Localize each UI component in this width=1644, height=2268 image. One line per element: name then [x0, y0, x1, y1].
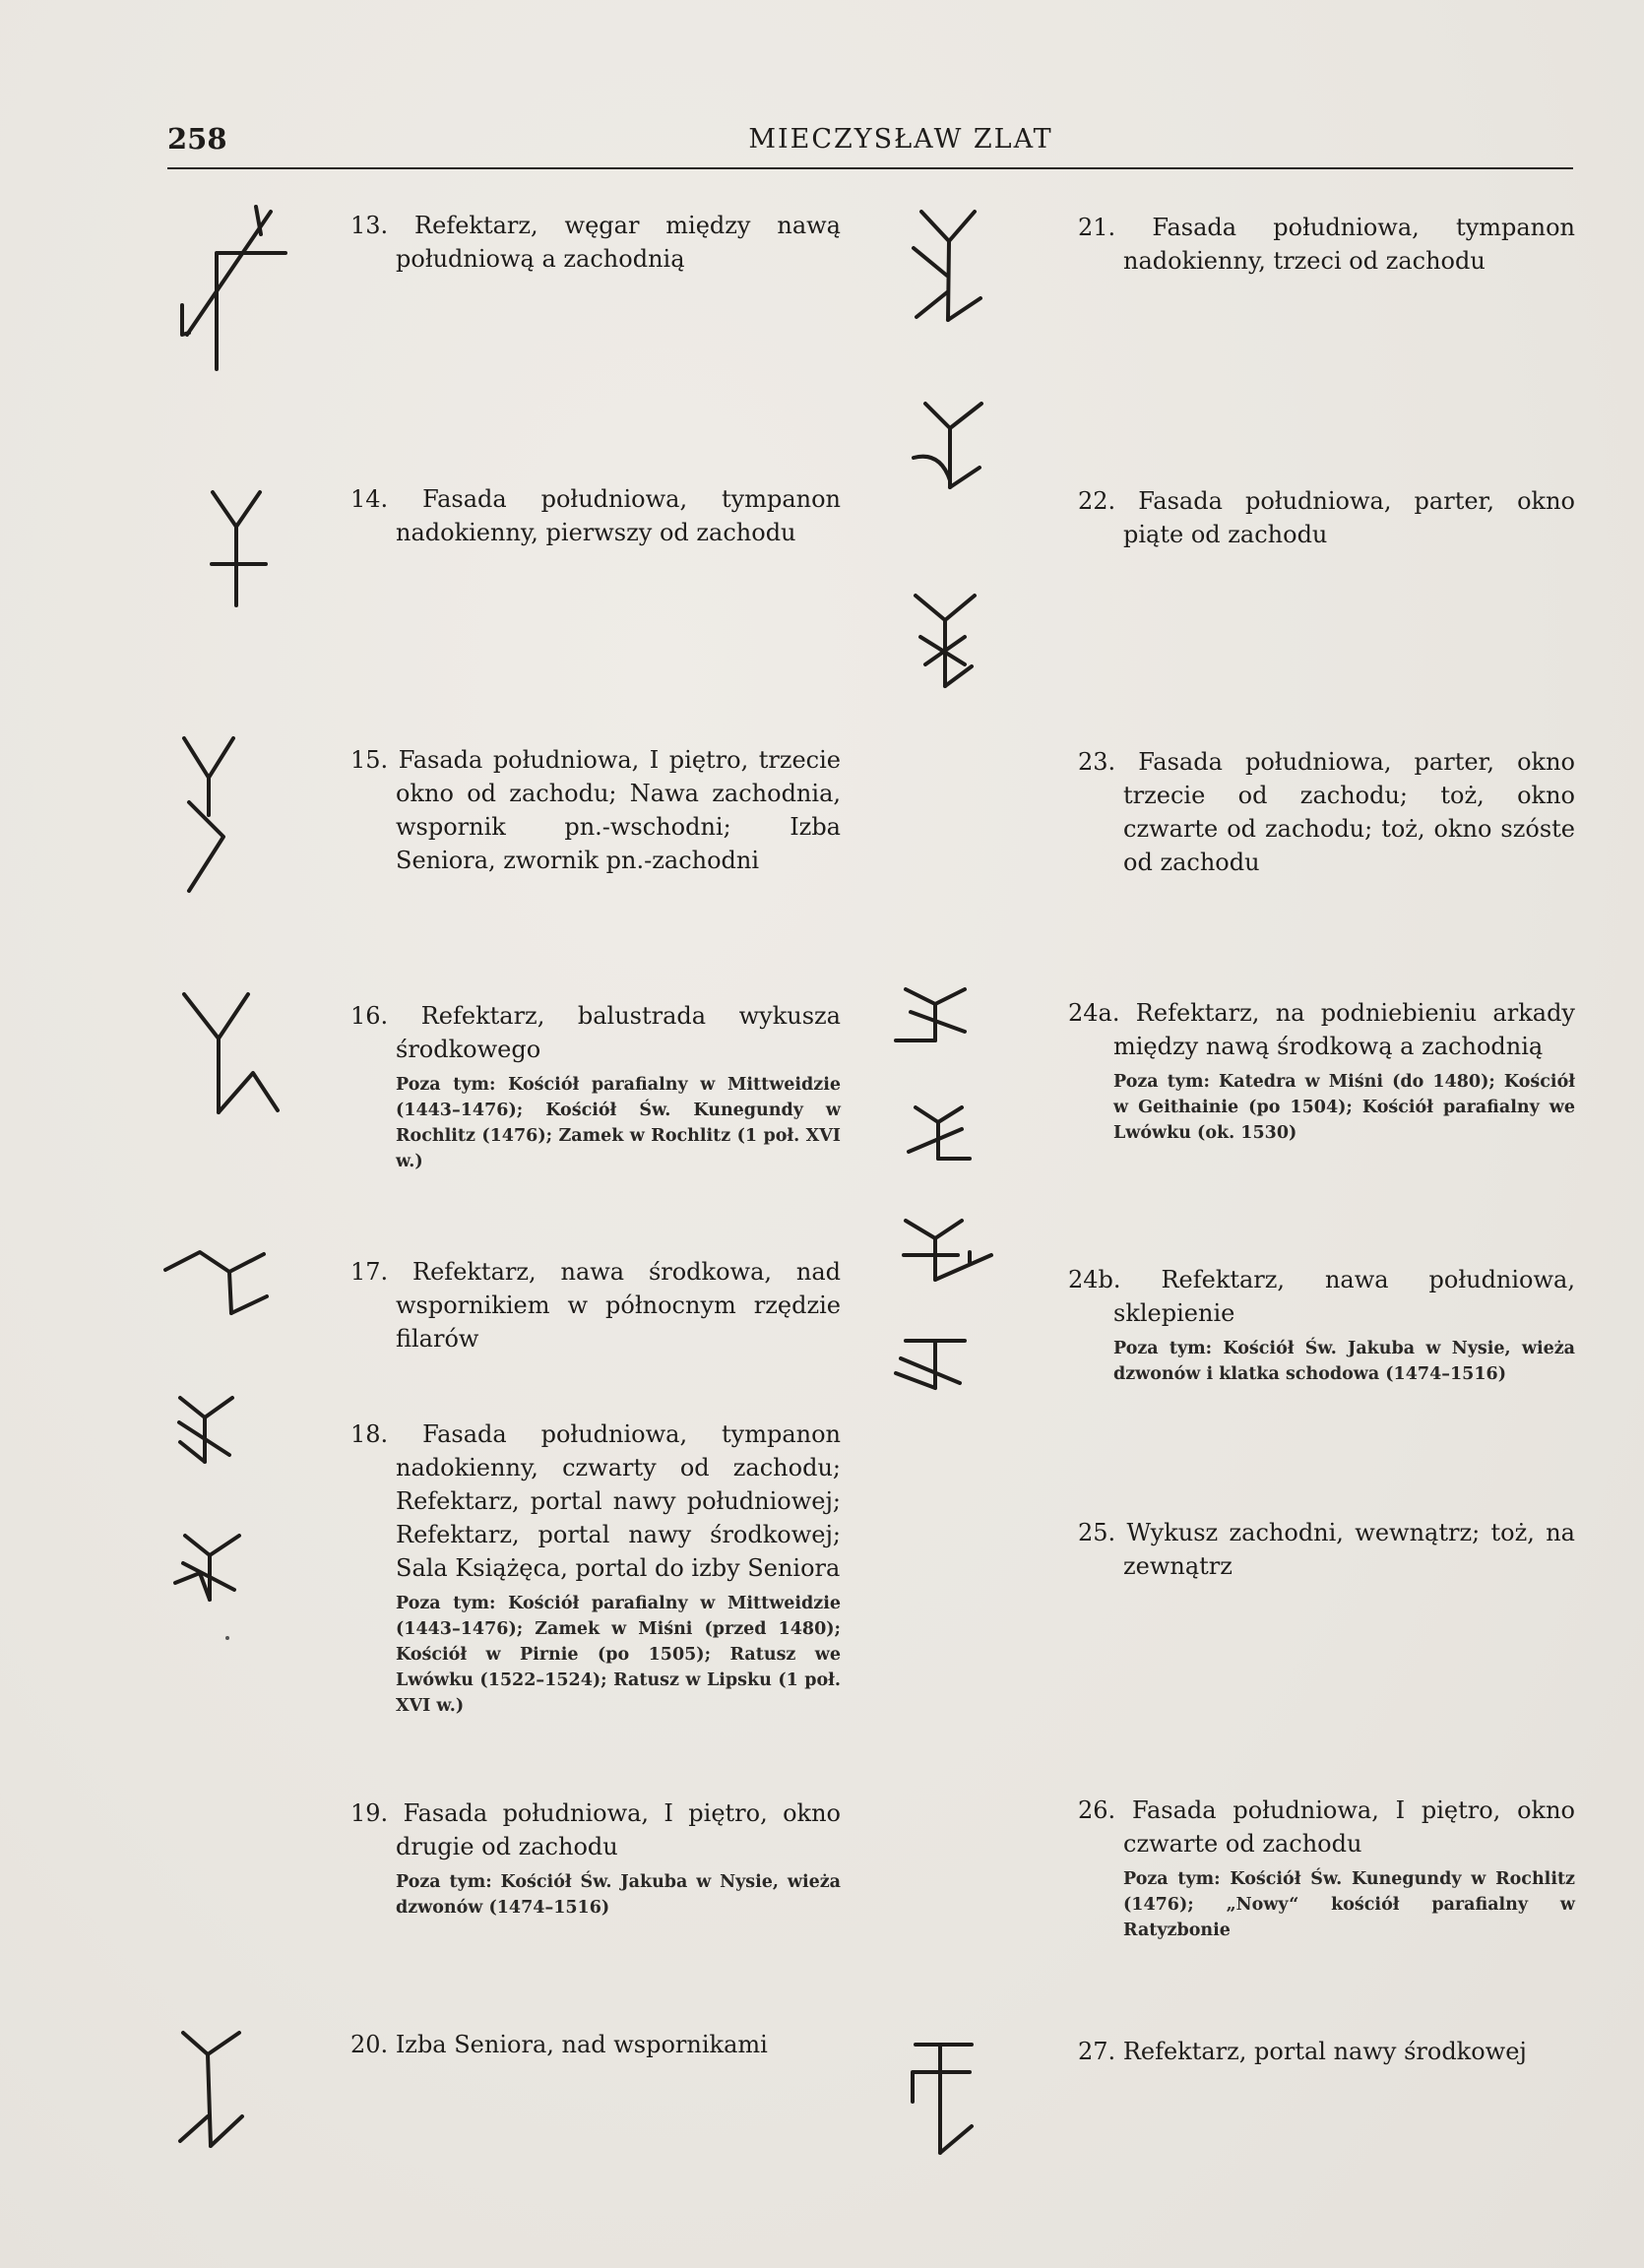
entry-text: Refektarz, na podniebieniu arkady między nawą środkową a zachodnią [1113, 999, 1575, 1060]
entry-text: Refektarz, węgar między nawą południową a zachodnią [396, 212, 841, 273]
entry-text: Fasada południowa, tympanon nadokienny, pierwszy od zachodu [396, 485, 841, 546]
entry-note: Poza tym: Katedra w Miśni (do 1480); Kościół w Geithainie (po 1504); Kościół parafialny we Lwówku (ok. 1530) [1113, 1072, 1575, 1143]
entry-number: 14. [350, 485, 389, 513]
entry-text: Fasada południowa, I piętro, okno drugie od zachodu [396, 1799, 841, 1860]
decorative-speck [225, 1636, 229, 1640]
mason-mark-14 [207, 492, 276, 610]
running-title: MIECZYSŁAW ZLAT [748, 124, 1053, 155]
entry-text: Refektarz, balustrada wykusza środkowego [396, 1002, 841, 1063]
entry-number: 17. [350, 1258, 389, 1286]
mason-mark-16 [179, 994, 287, 1117]
catalogue-entry [1068, 996, 1575, 1146]
mason-mark-23 [911, 596, 989, 694]
entry-text: Fasada południowa, I piętro, okno czwarte od zachodu [1123, 1796, 1575, 1858]
mason-mark-15 [179, 738, 248, 896]
entry-text: Fasada południowa, parter, okno trzecie od zachodu; toż, okno czwarte od zachodu; toż, okno szóste od zachodu [1123, 748, 1575, 876]
entry-number: 26. [1078, 1796, 1116, 1824]
entry-number: 19. [350, 1799, 389, 1827]
catalogue-entry [1078, 2035, 1575, 2068]
catalogue-entry [350, 209, 841, 276]
mason-mark-26 [896, 1339, 975, 1393]
entry-note: Poza tym: Kościół parafialny w Mittweidzie (1443–1476); Kościół Św. Kunegundy w Rochlitz (1476); Zamek w Rochlitz (1 poł. XVI w.) [396, 1075, 841, 1171]
catalogue-entry [350, 1255, 841, 1355]
catalogue-entry [350, 743, 841, 877]
entry-number: 24b. [1068, 1266, 1121, 1293]
catalogue-entry [1078, 1794, 1575, 1943]
entry-text: Refektarz, portal nawy środkowej [1122, 2038, 1527, 2065]
mason-mark-17 [165, 1252, 284, 1326]
mason-mark-24b [906, 1107, 984, 1166]
entry-note: Poza tym: Kościół Św. Jakuba w Nysie, wieża dzwonów (1474–1516) [396, 1872, 841, 1918]
page-number: 258 [167, 122, 227, 156]
entry-note: Poza tym: Kościół parafialny w Mittweidzie (1443–1476); Zamek w Miśni (przed 1480); Kościół w Pirnie (po 1505); Ratusz we Lwówku (1522–1524); Ratusz w Lipsku (1 poł. XVI w.) [396, 1594, 841, 1716]
catalogue-entry [1078, 745, 1575, 879]
entry-number: 13. [350, 212, 389, 239]
catalogue-entry [350, 482, 841, 549]
entry-text: Refektarz, nawa południowa, sklepienie [1113, 1266, 1575, 1327]
entry-text: Wykusz zachodni, wewnątrz; toż, na zewnątrz [1123, 1519, 1575, 1580]
entry-number: 20. [350, 2031, 389, 2058]
entry-number: 15. [350, 746, 389, 774]
header-rule [167, 167, 1573, 169]
mason-mark-19 [175, 1536, 254, 1605]
entry-text: Izba Seniora, nad wspornikami [395, 2031, 768, 2058]
mason-mark-21 [914, 212, 992, 330]
catalogue-entry [350, 1796, 841, 1921]
entry-number: 16. [350, 1002, 389, 1030]
entry-note: Poza tym: Kościół Św. Kunegundy w Rochlitz (1476); „Nowy“ kościół parafialny w Ratyzbonie [1123, 1869, 1575, 1940]
entry-text: Fasada południowa, parter, okno piąte od zachodu [1123, 487, 1575, 548]
entry-text: Fasada południowa, tympanon nadokienny, czwarty od zachodu; Refektarz, portal nawy południowej; Refektarz, portal nawy środkowej; Sala Książęca, portal do izby Seniora [396, 1420, 841, 1582]
catalogue-entry [1078, 484, 1575, 551]
catalogue-entry [1078, 1516, 1575, 1583]
mason-mark-18 [175, 1398, 244, 1467]
entry-number: 21. [1078, 214, 1116, 241]
mason-mark-22 [911, 404, 989, 492]
catalogue-entry [350, 2028, 841, 2061]
entry-text: Refektarz, nawa środkowa, nad wspornikiem w północnym rzędzie filarów [396, 1258, 841, 1353]
catalogue-entry [1078, 211, 1575, 278]
entry-number: 23. [1078, 748, 1116, 776]
catalogue-entry [1068, 1263, 1575, 1387]
entry-text: Fasada południowa, I piętro, trzecie okno od zachodu; Nawa zachodnia, wspornik pn.-wschodni; Izba Seniora, zwornik pn.-zachodni [396, 746, 841, 874]
entry-number: 25. [1078, 1519, 1116, 1546]
entry-number: 27. [1078, 2038, 1116, 2065]
mason-mark-13 [177, 207, 295, 374]
mason-mark-25 [901, 1221, 999, 1285]
entry-number: 18. [350, 1420, 389, 1448]
entry-number: 22. [1078, 487, 1116, 515]
mason-mark-27 [901, 2043, 980, 2161]
mason-mark-20 [175, 2033, 254, 2151]
mason-mark-24a [896, 989, 975, 1048]
entry-note: Poza tym: Kościół Św. Jakuba w Nysie, wieża dzwonów i klatka schodowa (1474–1516) [1113, 1339, 1575, 1384]
catalogue-entry [350, 1418, 841, 1719]
entry-number: 24a. [1068, 999, 1120, 1027]
entry-text: Fasada południowa, tympanon nadokienny, trzeci od zachodu [1123, 214, 1575, 275]
page-header [167, 122, 1575, 171]
catalogue-entry [350, 999, 841, 1174]
